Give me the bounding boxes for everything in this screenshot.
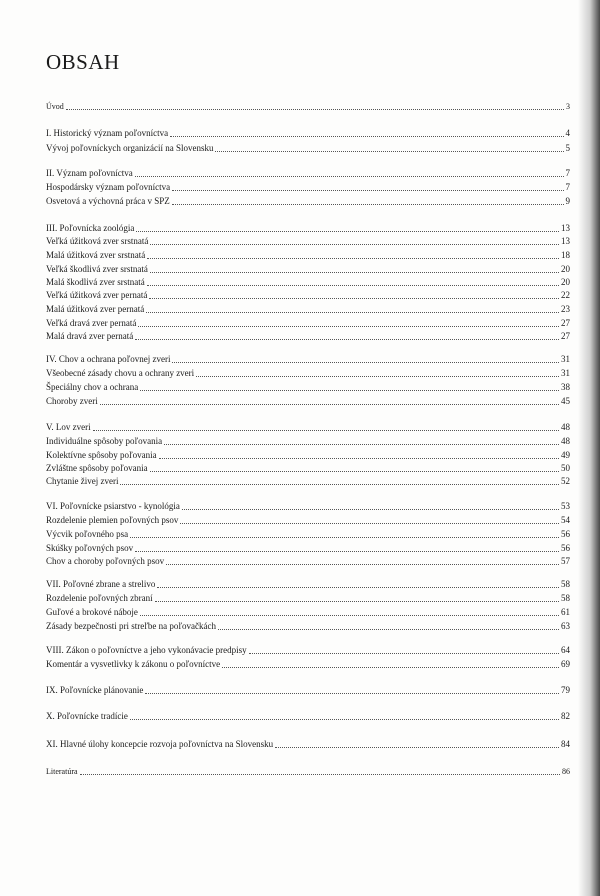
dot-leader	[140, 390, 559, 391]
toc-entry-page-number: 50	[561, 463, 570, 473]
toc-entry	[46, 578, 570, 590]
toc-entry-label: Malá úžitková zver pernatá	[46, 304, 145, 314]
toc-entry-label: Malá úžitková zver srstnatá	[46, 250, 146, 260]
toc-entry	[46, 353, 570, 365]
dot-leader	[159, 458, 559, 459]
toc-entry-page-number: 58	[561, 593, 570, 603]
toc-entry-label: Všeobecné zásady chovu a ochrany zveri	[46, 368, 195, 378]
dot-leader	[218, 629, 559, 630]
toc-entry-label: II. Význam poľovníctva	[46, 168, 133, 178]
dot-leader	[166, 564, 559, 565]
dot-leader	[147, 258, 559, 259]
toc-entry-page-number: 27	[561, 318, 570, 328]
toc-entry-page-number: 23	[561, 304, 570, 314]
toc-entry-label: Chytanie živej zveri	[46, 476, 119, 486]
toc-entry-label: Guľové a brokové náboje	[46, 607, 138, 617]
toc-entry	[46, 528, 570, 540]
toc-entry-page-number: 13	[561, 223, 570, 233]
toc-entry	[46, 644, 570, 656]
toc-entry-page-number: 61	[561, 607, 570, 617]
toc-entry-label: Veľká úžitková zver pernatá	[46, 290, 148, 300]
toc-entry	[46, 462, 570, 474]
dot-leader	[172, 190, 563, 191]
toc-entry-label: Vývoj poľovníckych organizácií na Slovensku	[46, 143, 214, 153]
toc-entry-label: Zvláštne spôsoby poľovania	[46, 463, 148, 473]
toc-entry-label: Úvod	[46, 102, 64, 111]
toc-entry-label: Výcvik poľovného psa	[46, 529, 129, 539]
dot-leader	[180, 523, 559, 524]
toc-entry	[46, 317, 570, 329]
dot-leader	[145, 693, 559, 694]
toc-entry	[46, 303, 570, 315]
toc-entry-page-number: 38	[561, 382, 570, 392]
toc-entry-label: Chov a choroby poľovných psov	[46, 556, 165, 566]
dot-leader	[136, 231, 559, 232]
toc-entry-page-number: 79	[561, 685, 570, 695]
toc-entry	[46, 592, 570, 604]
toc-entry	[46, 684, 570, 696]
toc-entry-page-number: 20	[561, 277, 570, 287]
toc-entry-page-number: 49	[561, 450, 570, 460]
toc-entry-page-number: 7	[565, 182, 570, 192]
toc-entry	[46, 100, 570, 112]
toc-entry-page-number: 56	[561, 543, 570, 553]
toc-entry-label: XI. Hlavné úlohy koncepcie rozvoja poľovníctva na Slovensku	[46, 739, 274, 749]
toc-entry	[46, 195, 570, 207]
toc-entry-label: Osvetová a výchovná práca v SPZ	[46, 196, 170, 206]
toc-entry-page-number: 31	[561, 354, 570, 364]
page-edge-shadow	[578, 0, 600, 896]
toc-entry-label: Rozdelenie plemien poľovných psov	[46, 515, 179, 525]
dot-leader	[215, 151, 563, 152]
toc-entry-page-number: 86	[562, 767, 570, 776]
toc-entry-label: VI. Poľovnícke psiarstvo - kynológia	[46, 501, 180, 511]
toc-entry-label: Zásady bezpečnosti pri streľbe na poľovačkách	[46, 621, 216, 631]
dot-leader	[196, 376, 559, 377]
toc-entry	[46, 181, 570, 193]
dot-leader	[170, 136, 563, 137]
toc-entry	[46, 330, 570, 342]
toc-entry-label: Kolektívne spôsoby poľovania	[46, 450, 157, 460]
toc-entry-label: Veľká škodlivá zver srstnatá	[46, 264, 148, 274]
toc-entry-label: IX. Poľovnícke plánovanie	[46, 685, 144, 695]
dot-leader	[182, 509, 559, 510]
toc-entry	[46, 263, 570, 275]
toc-entry-label: Malá škodlivá zver srstnatá	[46, 277, 145, 287]
toc-entry-label: X. Poľovnícke tradície	[46, 711, 128, 721]
dot-leader	[120, 484, 559, 485]
toc-entry-label: Veľká dravá zver pernatá	[46, 318, 137, 328]
dot-leader	[135, 339, 559, 340]
toc-entry-page-number: 52	[561, 476, 570, 486]
toc-entry-page-number: 27	[561, 331, 570, 341]
toc-entry	[46, 395, 570, 407]
toc-entry	[46, 367, 570, 379]
toc-entry-page-number: 84	[561, 739, 570, 749]
dot-leader	[157, 587, 559, 588]
toc-entry	[46, 435, 570, 447]
toc-entry-page-number: 9	[565, 196, 570, 206]
dot-leader	[147, 285, 559, 286]
dot-leader	[135, 551, 559, 552]
toc-entry	[46, 765, 570, 777]
dot-leader	[150, 244, 559, 245]
toc-entry	[46, 500, 570, 512]
toc-entry-label: Hospodársky význam poľovníctva	[46, 182, 171, 192]
toc-entry-label: Komentár a vysvetlivky k zákonu o poľovníctve	[46, 659, 221, 669]
toc-entry	[46, 142, 570, 154]
toc-entry-page-number: 63	[561, 621, 570, 631]
dot-leader	[150, 471, 559, 472]
toc-entry	[46, 289, 570, 301]
toc-entry-page-number: 53	[561, 501, 570, 511]
toc-entry-label: Individuálne spôsoby poľovania	[46, 436, 163, 446]
toc-entry-page-number: 45	[561, 396, 570, 406]
dot-leader	[172, 362, 559, 363]
toc-entry	[46, 658, 570, 670]
dot-leader	[135, 176, 564, 177]
toc-entry-label: Rozdelenie poľovných zbraní	[46, 593, 153, 603]
toc-entry	[46, 606, 570, 618]
toc-entry-label: III. Poľovnícka zoológia	[46, 223, 135, 233]
dot-leader	[100, 404, 559, 405]
toc-entry-page-number: 13	[561, 236, 570, 246]
toc-entry	[46, 514, 570, 526]
toc-entry-page-number: 4	[565, 128, 570, 138]
toc-entry-page-number: 58	[561, 579, 570, 589]
toc-entry	[46, 222, 570, 234]
toc-entry-label: I. Historický význam poľovníctva	[46, 128, 169, 138]
toc-entry-page-number: 18	[561, 250, 570, 260]
dot-leader	[140, 615, 559, 616]
toc-entry	[46, 249, 570, 261]
dot-leader	[222, 667, 559, 668]
toc-entry-page-number: 3	[566, 102, 570, 111]
toc-entry	[46, 127, 570, 139]
toc-entry	[46, 620, 570, 632]
toc-entry-label: Literatúra	[46, 767, 78, 776]
toc-entry	[46, 475, 570, 487]
toc-entry	[46, 738, 570, 750]
toc-entry-page-number: 64	[561, 645, 570, 655]
toc-entry	[46, 276, 570, 288]
toc-entry	[46, 555, 570, 567]
dot-leader	[130, 719, 559, 720]
toc-entry	[46, 421, 570, 433]
toc-entry-page-number: 31	[561, 368, 570, 378]
dot-leader	[66, 109, 564, 110]
toc-entry-label: Choroby zveri	[46, 396, 98, 406]
toc-entry-page-number: 57	[561, 556, 570, 566]
toc-entry-page-number: 69	[561, 659, 570, 669]
toc-entry-page-number: 48	[561, 422, 570, 432]
toc-entry-label: VIII. Zákon o poľovníctve a jeho vykonávacie predpisy	[46, 645, 247, 655]
dot-leader	[275, 747, 559, 748]
toc-entry-label: Skúšky poľovných psov	[46, 543, 134, 553]
dot-leader	[146, 312, 559, 313]
toc-entry	[46, 449, 570, 461]
toc-entry-label: VII. Poľovné zbrane a strelivo	[46, 579, 156, 589]
toc-entry	[46, 542, 570, 554]
dot-leader	[172, 204, 564, 205]
toc-entry-page-number: 56	[561, 529, 570, 539]
page-title: OBSAH	[46, 50, 120, 74]
dot-leader	[130, 537, 559, 538]
dot-leader	[164, 444, 559, 445]
toc-entry	[46, 167, 570, 179]
dot-leader	[93, 430, 559, 431]
toc-entry	[46, 381, 570, 393]
dot-leader	[155, 601, 559, 602]
toc-entry-label: V. Lov zveri	[46, 422, 91, 432]
toc-entry-page-number: 7	[565, 168, 570, 178]
toc-entry-label: Veľká úžitková zver srstnatá	[46, 236, 149, 246]
toc-entry-label: Malá dravá zver pernatá	[46, 331, 134, 341]
toc-entry	[46, 235, 570, 247]
dot-leader	[80, 774, 560, 775]
toc-entry-page-number: 20	[561, 264, 570, 274]
toc-entry-label: Špeciálny chov a ochrana	[46, 382, 139, 392]
toc-entry-page-number: 5	[565, 143, 570, 153]
dot-leader	[249, 653, 559, 654]
dot-leader	[138, 326, 559, 327]
dot-leader	[149, 298, 559, 299]
toc-entry-page-number: 48	[561, 436, 570, 446]
toc-entry-page-number: 82	[561, 711, 570, 721]
toc-entry-page-number: 22	[561, 290, 570, 300]
toc-entry-page-number: 54	[561, 515, 570, 525]
dot-leader	[150, 272, 559, 273]
toc-entry	[46, 710, 570, 722]
toc-entry-label: IV. Chov a ochrana poľovnej zveri	[46, 354, 171, 364]
